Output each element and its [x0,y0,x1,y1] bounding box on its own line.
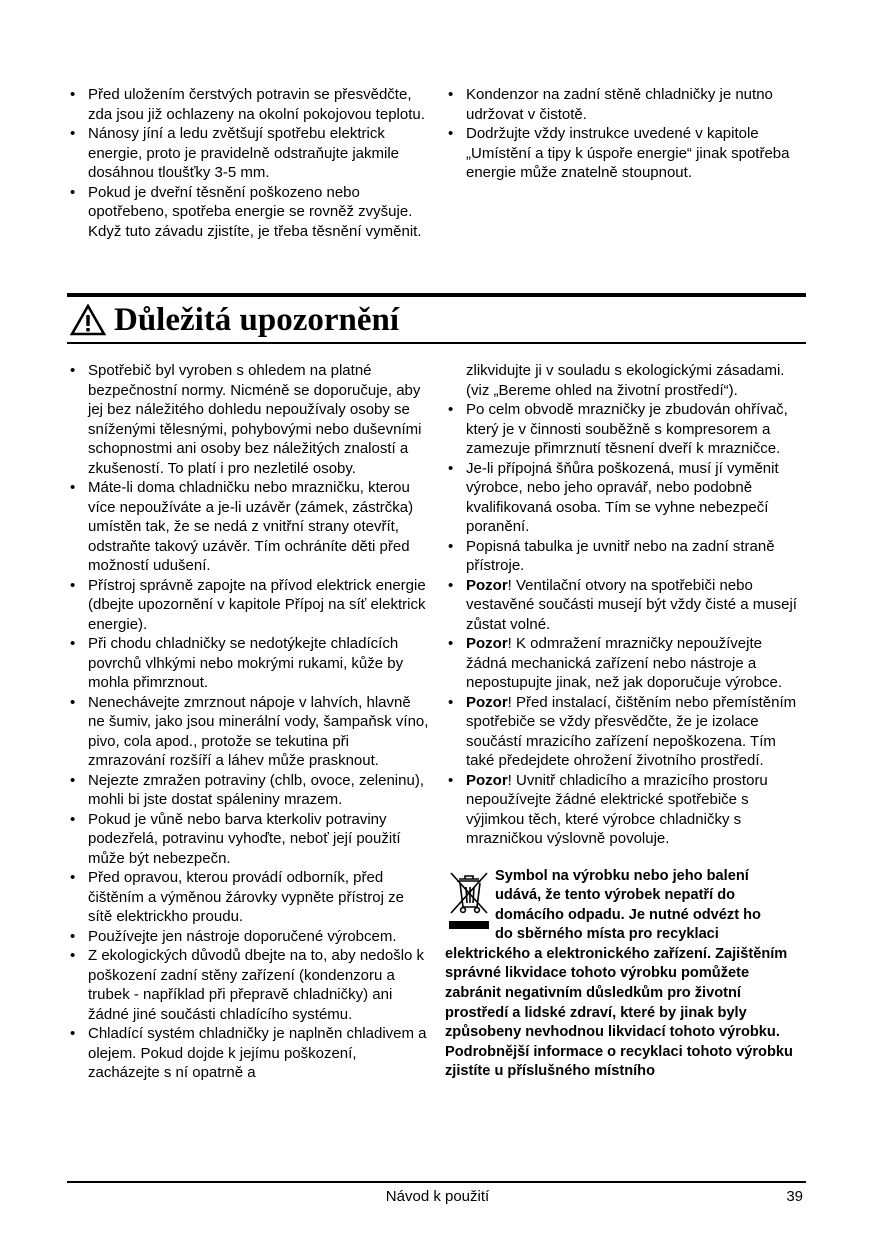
item-bold-label: Pozor [466,771,508,789]
list-item: • Při chodu chladničky se nedotýkejte chladících povrchů vlhkými nebo mokrými rukami, kůže by mohla přimrznout. [67,634,429,693]
item-bold-label: Pozor [466,635,508,652]
item-text: Popisná tabulka je uvnitř nebo na zadní straně přístroje. [466,537,775,574]
item-text: Po celm obvodě mrazničky je zbudován ohřívač, který je v činnosti souběžně s kompresorem a zamezuje přimrznutí těsnení dveří k mrazničce. [466,401,788,457]
list-item [445,537,803,576]
notice-text: elektrického a elektronického zařízení. Zajištěním správné likvidace tohoto výrobku pomůžete zabránit negativním důsledkům pro životní prostředí a lidské zdraví, které by jinak byly způsobeny nevhodnou likvidací tohoto výrobku. Podrobnější informace o recyklaci tohoto výrobku zjistíte u příslušného místního [445,945,793,1080]
list-item: • Před uložením čerstvých potravin se přesvědčte, zda jsou již ochlazeny na okolní pokojovou teplotu. [67,85,429,124]
crossed-out-wheelie-bin-icon [447,869,491,933]
list-item: • Nenechávejte zmrznout nápoje v lahvích, hlavně ne šumiv, jako jsou minerální vody, šampaňsk víno, pivo, cola apod., protože se tekutina při zmrazování rozšíří a láhev může prasknout. [67,693,429,771]
list-item: • Spotřebič byl vyroben s ohledem na platné bezpečnostní normy. Nicméně se doporučuje, aby jej bez náležitého dohledu nepoužívaly osoby se sníženými tělesnými, pohybovými nebo duševními schopnostmi ani osoby bez náležitých znalostí a zkušeností. To platí i pro nezletilé osoby. [67,361,429,478]
list-item: • Nánosy jíní a ledu zvětšují spotřebu elektrick energie, proto je pravidelně odstraňujte jakmile dosáhnou tloušťky 3-5 mm. [67,124,429,183]
right-column [445,361,803,1082]
top-right-list [445,85,800,183]
footer-rule [67,1181,806,1183]
list-item: • Pokud je dveřní těsnění poškozeno nebo opotřebeno, spotřeba energie se rovněž zvyšuje. Když tuto závadu zjistíte, je třeba těsnění vyměnit. [67,183,429,242]
list-item [445,634,803,693]
list-item: • Dodržujte vždy instrukce uvedené v kapitole „Umístění a tipy k úspoře energie“ jinak spotřeba energie může znatelně stoupnout. [445,124,800,183]
continued-text: zlikvidujte ji v souladu s ekologickými zásadami. (viz „Bereme ohled na životní prostředí“). [466,362,785,399]
item-text: ! Uvnitř chladicího a mrazicího prostoru nepoužívejte žádné elektrické spotřebiče s výjimkou těch, které výrobce chladničky s mrazničkou výslovně povoluje. [466,771,768,847]
page-number: 39 [786,1188,803,1205]
list-item [445,576,803,635]
heading-top-rule [67,293,806,297]
notice-line: do sběrného místa pro recyklaci [495,926,719,943]
notice-line: Symbol na výrobku nebo jeho balení [495,867,749,884]
item-text: ! Před instalací, čištěním nebo přemístěním spotřebiče se vždy přesvědčte, že je izolace součástí mrazicího zařízení nepoškozena. Tím také předejdete ohrožení životního prostředí. [466,693,797,769]
left-list [67,361,429,1083]
list-item: • Z ekologických důvodů dbejte na to, aby nedošlo k poškození zadní stěny zařízení (kondenzoru a trubek - například při přepravě chladničky) ani žádné jiné součásti chladícího systému. [67,946,429,1024]
item-text: ! K odmražení mrazničky nepoužívejte žádná mechanická zařízení nebo nástroje a nepostupujte jinak, než jak doporučuje výrobce. [466,635,783,691]
list-item: • Nejezte zmražen potraviny (chlb, ovoce, zeleninu), mohli bi jste dostat spáleniny mrazem. [67,771,429,810]
warning-triangle-icon [70,304,106,336]
item-text: ! Ventilační otvory na spotřebiči nebo vestavěné součásti musejí být vždy čisté a musejí zůstat volné. [466,576,797,633]
list-item [445,400,803,459]
list-item: • Používejte jen nástroje doporučené výrobcem. [67,927,429,947]
list-item: • Chladící systém chladničky je naplněn chladivem a olejem. Pokud dojde k jejímu poškození, zacházejte s ní opatrně a [67,1024,429,1083]
list-item: • Kondenzor na zadní stěně chladničky je nutno udržovat v čistotě. [445,85,800,124]
top-left-list [67,85,429,241]
list-item: • Přístroj správně zapojte na přívod elektrick energie (dbejte upozornění v kapitole Přípoj na síť elektrick energie). [67,576,429,635]
right-list [445,400,803,849]
item-bold-label: Pozor [466,576,508,594]
item-text: Je-li přípojná šňůra poškozená, musí jí vyměnit výrobce, nebo jeho opravář, nebo podobně kvalifikovaná osoba. Tím se vyhne nebezpečí poranění. [466,459,779,535]
section-heading [70,300,399,340]
footer-title: Návod k použití [385,1188,490,1205]
list-item: • Pokud je vůně nebo barva kterkoliv potraviny podezřelá, potravinu vyhoďte, neboť její použití může být nebezpečn. [67,810,429,869]
notice-line: udává, že tento výrobek nepatří do [495,887,736,904]
list-item: • Před opravou, kterou provádí odborník, před čištěním a výměnou žárovky vypněte přístroj ze sítě elektrickho proudu. [67,868,429,927]
notice-line: domácího odpadu. Je nutné odvézt ho [495,906,761,923]
heading-bottom-rule [67,342,806,344]
list-item [445,771,803,849]
weee-notice [445,867,803,1083]
item-bold-label: Pozor [466,693,508,711]
list-item: • Máte-li doma chladničku nebo mrazničku, kterou více nepoužíváte a je-li uzávěr (zámek, zástrčka) umístěn tak, že se nedá z vnitřní strany otevřít, odstraňte takový uzávěr. Tím ochráníte děti před možností udušení. [67,478,429,576]
page-title: Důležitá upozornění [114,302,400,338]
list-item [445,459,803,537]
list-item [445,693,803,771]
